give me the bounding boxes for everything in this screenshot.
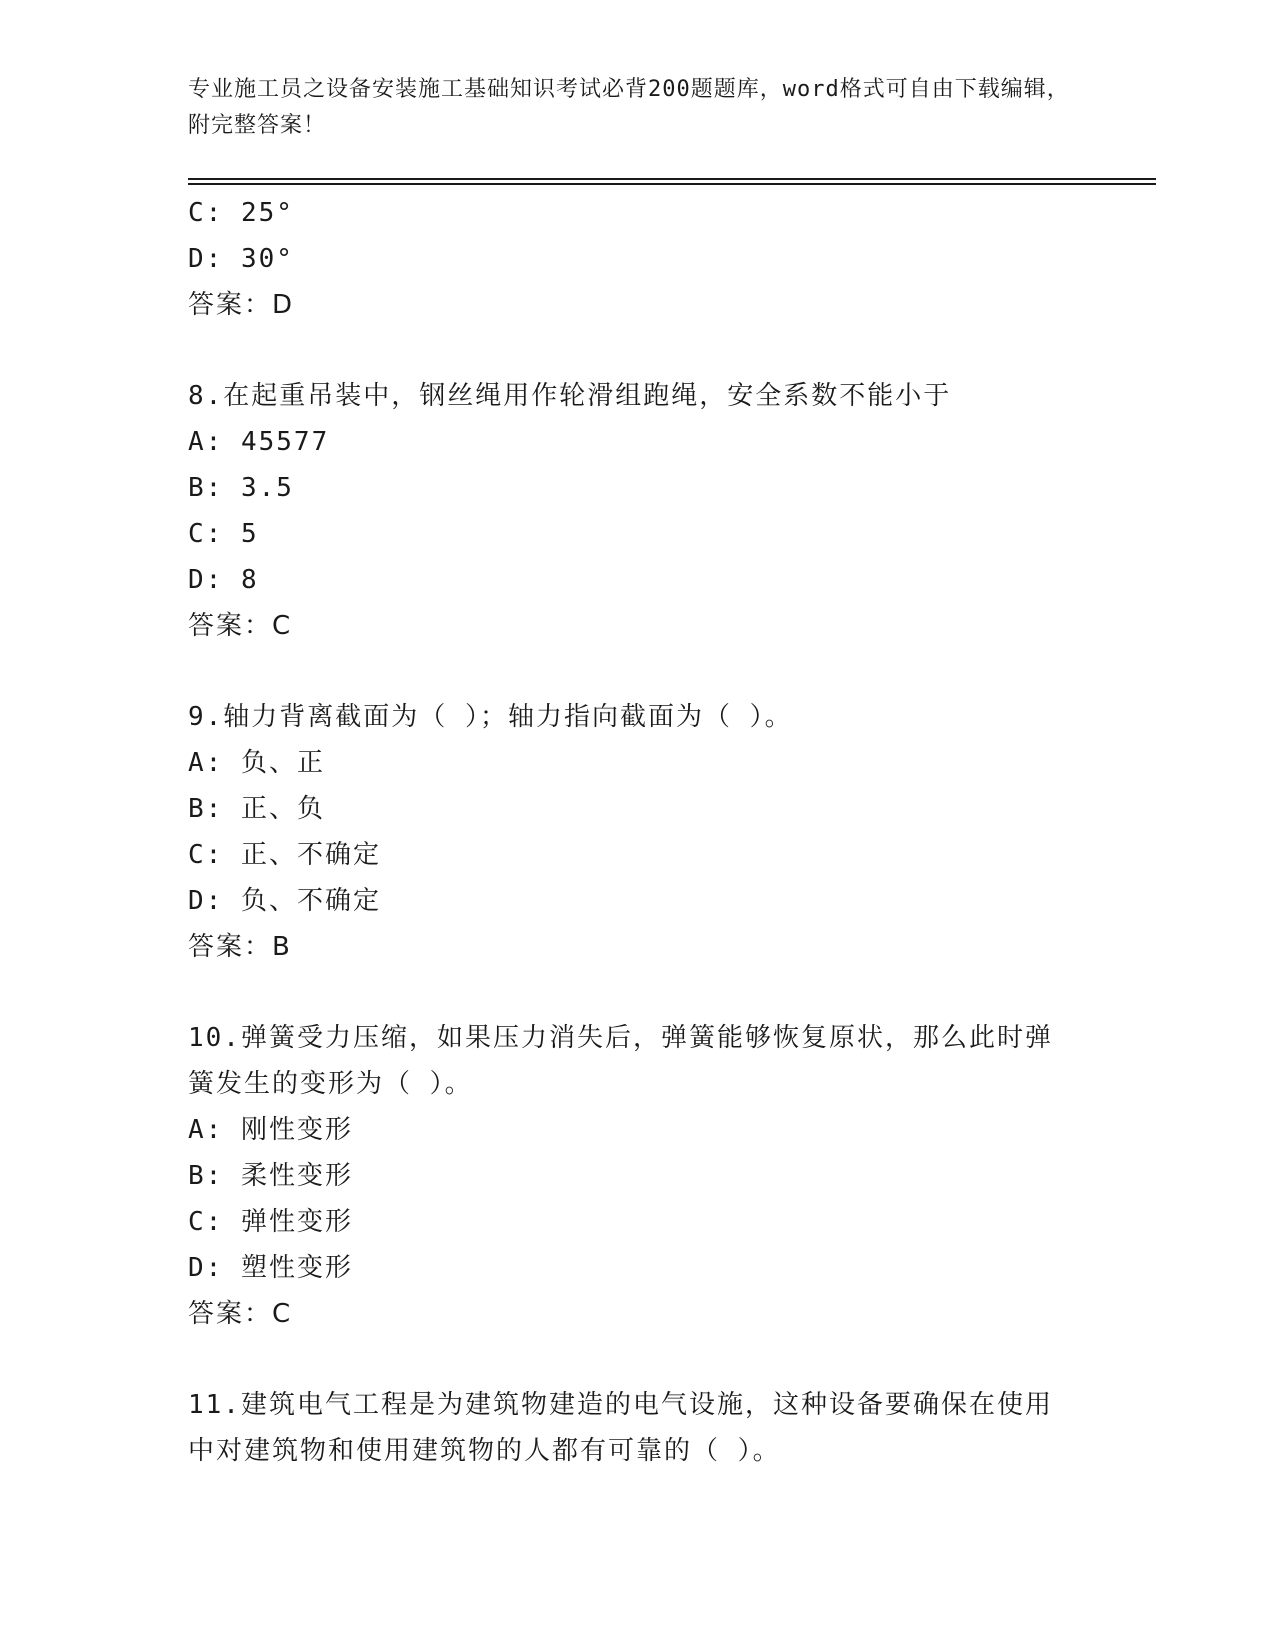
header-rule-bottom xyxy=(188,183,1156,185)
option-line: A: 负、正 xyxy=(188,748,325,778)
answer-line: 答案：C xyxy=(188,1299,293,1329)
question-stem: 9.轴力背离截面为（ ）；轴力指向截面为（ ）。 xyxy=(188,702,793,732)
option-line: A: 刚性变形 xyxy=(188,1115,353,1145)
option-line: B: 正、负 xyxy=(188,794,325,824)
option-line: D: 30° xyxy=(188,244,294,274)
option-line: B: 柔性变形 xyxy=(188,1161,353,1191)
question-gap xyxy=(188,649,1088,694)
question-list xyxy=(188,190,1088,1474)
question-gap xyxy=(188,970,1088,1015)
option-line: D: 塑性变形 xyxy=(188,1253,353,1283)
document-header: 专业施工员之设备安装施工基础知识考试必背200题题库，word格式可自由下载编辑，附完整答案！ xyxy=(188,77,1070,138)
header-rule-top xyxy=(188,178,1156,180)
answer-line: 答案：C xyxy=(188,611,293,641)
answer-line: 答案：B xyxy=(188,932,292,962)
question-stem: 11.建筑电气工程是为建筑物建造的电气设施，这种设备要确保在使用中对建筑物和使用建筑物的人都有可靠的（ ）。 xyxy=(188,1390,1053,1466)
option-line: C: 5 xyxy=(188,519,259,549)
option-line: A: 45577 xyxy=(188,427,330,457)
option-line: C: 弹性变形 xyxy=(188,1207,353,1237)
option-line: D: 8 xyxy=(188,565,259,595)
question-stem: 10.弹簧受力压缩，如果压力消失后，弹簧能够恢复原状，那么此时弹簧发生的变形为（ ）。 xyxy=(188,1023,1053,1099)
answer-line: 答案：D xyxy=(188,290,295,320)
option-line: D: 负、不确定 xyxy=(188,886,381,916)
option-line: C: 25° xyxy=(188,198,294,228)
option-line: B: 3.5 xyxy=(188,473,294,503)
question-gap xyxy=(188,328,1088,373)
option-line: C: 正、不确定 xyxy=(188,840,381,870)
question-gap xyxy=(188,1337,1088,1382)
question-stem: 8.在起重吊装中，钢丝绳用作轮滑组跑绳，安全系数不能小于 xyxy=(188,381,952,411)
